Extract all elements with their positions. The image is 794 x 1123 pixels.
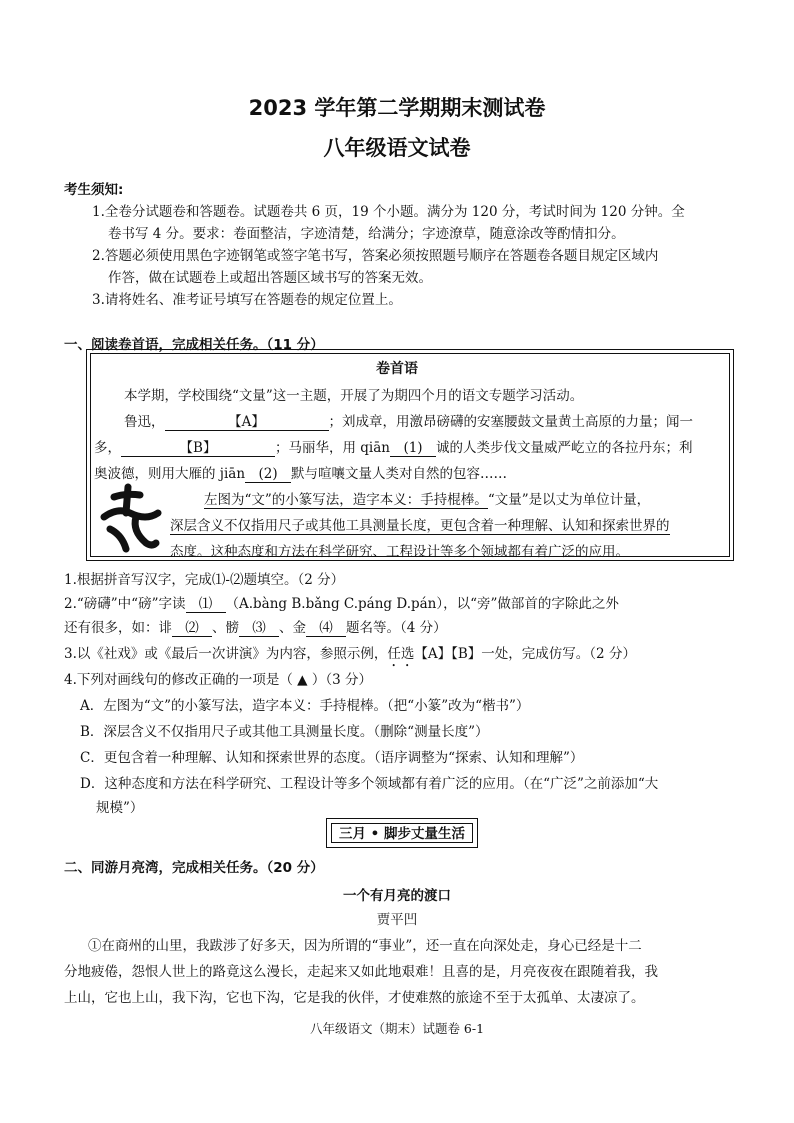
article-title: 一个有月亮的渡口 bbox=[343, 888, 451, 904]
preface-line-4: 奥波德，则用大雁的 jiān (2) 默与喧嚷文量人类对自然的包容…… bbox=[94, 466, 508, 482]
notice-item-2-cont: 作答，做在试题卷上或超出答题区域书写的答案无效。 bbox=[108, 270, 432, 286]
notice-heading: 考生须知: bbox=[64, 182, 124, 198]
blank-b: 【B】 bbox=[121, 436, 275, 457]
exam-title: 2023 学年第二学期期末测试卷 bbox=[248, 96, 546, 120]
exam-subtitle: 八年级语文试卷 bbox=[323, 136, 471, 160]
option-a: A．左图为“文”的小篆写法，造字本义：手持棍棒。（把“小篆”改为“楷书”） bbox=[80, 698, 530, 714]
question-4: 4.下列对画线句的修改正确的一项是（ ▲ ）（3 分） bbox=[64, 672, 372, 688]
preface-para-line-2 bbox=[170, 514, 670, 534]
article-para-1-line-3: 上山，它也上山，我下沟，它也下沟，它是我的伙伴，才使难熬的旅途不至于太孤单、太凄凉了。 bbox=[64, 990, 645, 1006]
month-banner bbox=[326, 818, 478, 848]
seal-script-wen-image bbox=[96, 483, 168, 555]
option-c: C．更包含着一种理解、认知和探索世界的态度。（语序调整为“探索、认知和理解”） bbox=[80, 750, 584, 766]
notice-item-1: 1.全卷分试题卷和答题卷。试题卷共 6 页，19 个小题。满分为 120 分，考试时间为 120 分钟。全 bbox=[92, 204, 685, 220]
page-footer: 八年级语文（期末）试题卷 6-1 bbox=[309, 1021, 485, 1036]
underlined-sentence-2: 深层含义不仅指用尺子或其他工具测量长度， bbox=[170, 518, 440, 534]
preface-line-3: 多， 【B】 ；马丽华，用 qiān (1) 诚的人类步伐文量威严屹立的各拉丹东；利 bbox=[94, 436, 693, 457]
question-2-cont: 还有很多，如：诽 ⑵ 、髈 ⑶ 、金 ⑷ 题名等。（4 分） bbox=[64, 616, 447, 637]
question-2: 2.“磅礴”中“磅”字读 ⑴ （A.bàng B.bǎng C.páng D.pán），以“旁”做部首的字除此之外 bbox=[64, 592, 619, 613]
question-3: 3.以《社戏》或《最后一次讲演》为内容，参照示例，任选【A】【B】一处，完成仿写。（2 分） bbox=[64, 646, 636, 662]
notice-item-1-cont: 卷书写 4 分。要求：卷面整洁，字迹清楚，给满分；字迹潦草，随意涂改等酌情扣分。 bbox=[108, 226, 625, 242]
blank-2: (2) bbox=[245, 466, 291, 483]
option-d-cont: 规模”） bbox=[96, 800, 144, 816]
article-author: 贾平凹 bbox=[376, 912, 418, 928]
article-para-1-line-2: 分地疲倦，怨恨人世上的路竟这么漫长，走起来又如此地艰难！且喜的是，月亮夜夜在跟随着我，我 bbox=[64, 964, 658, 980]
preface-line-2: 鲁迅， 【A】 ；刘成章，用激昂磅礴的安塞腰鼓文量黄土高原的力量；闻一 bbox=[124, 410, 693, 431]
option-b: B．深层含义不仅指用尺子或其他工具测量长度。（删除“测量长度”） bbox=[80, 724, 489, 740]
question-1: 1.根据拼音写汉字，完成⑴-⑵题填空。（2 分） bbox=[64, 572, 345, 588]
notice-item-3: 3.请将姓名、准考证号填写在答题卷的规定位置上。 bbox=[92, 292, 402, 308]
blank-a: 【A】 bbox=[165, 410, 329, 431]
preface-para-line-1: 左图为“文”的小篆写法，造字本义：手持棍棒。“文量”是以丈为单位计量， bbox=[204, 492, 651, 508]
preface-title: 卷首语 bbox=[376, 361, 418, 377]
month-banner-label: 三月 • 脚步丈量生活 bbox=[331, 823, 473, 843]
preface-line-1: 本学期，学校围绕“文量”这一主题，开展了为期四个月的语文专题学习活动。 bbox=[124, 388, 584, 404]
section1-heading: 一、阅读卷首语，完成相关任务。（11 分） bbox=[64, 337, 324, 353]
underlined-sentence-1: 左图为“文”的小篆写法，造字本义：手持棍棒。 bbox=[204, 492, 488, 508]
article-para-1: ①在商州的山里，我跋涉了好多天，因为所谓的“事业”，还一直在向深处走，身心已经是十二 bbox=[88, 938, 642, 954]
notice-item-2: 2.答题必须使用黑色字迹钢笔或签字笔书写，答案必须按照题号顺序在答题卷各题目规定区域内 bbox=[92, 248, 659, 264]
option-d: D．这种态度和方法在科学研究、工程设计等多个领域都有着广泛的应用。（在“广泛”之前添加“大 bbox=[80, 776, 659, 792]
underlined-sentence-4: 态度。这种态度和方法在科学研究、工程设计等多个领域都有着广泛的应用。 bbox=[170, 544, 629, 560]
blank-1: (1) bbox=[390, 440, 436, 457]
underlined-sentence-3: 更包含着一种理解、认知和探索世界的 bbox=[440, 518, 670, 534]
section2-heading: 二、同游月亮湾，完成相关任务。（20 分） bbox=[64, 860, 324, 876]
preface-para-line-3 bbox=[170, 540, 629, 560]
